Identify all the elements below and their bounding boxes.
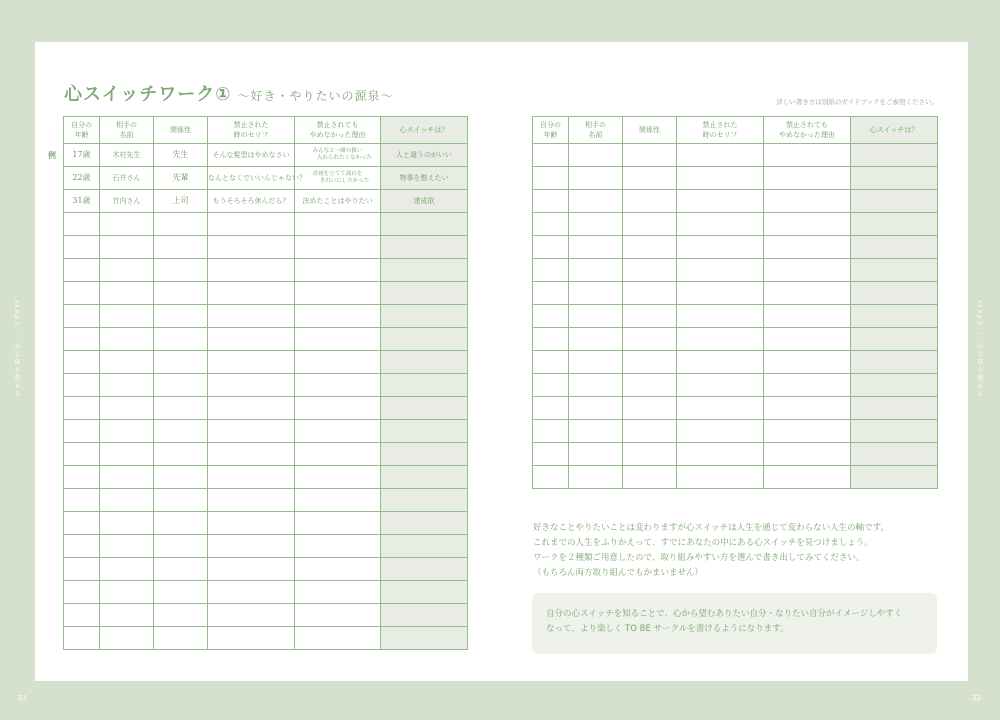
blank-cell[interactable]	[569, 374, 623, 397]
blank-row	[533, 443, 938, 466]
blank-cell[interactable]	[569, 351, 623, 374]
blank-cell[interactable]	[569, 420, 623, 443]
blank-cell[interactable]	[208, 535, 295, 558]
blank-cell[interactable]	[295, 535, 381, 558]
blank-cell[interactable]	[851, 397, 938, 420]
blank-cell[interactable]	[569, 190, 623, 213]
blank-row	[64, 443, 468, 466]
blank-cell[interactable]	[533, 282, 569, 305]
example-reason: 計画を立てて流れを きれいにしたかった	[295, 167, 381, 190]
blank-cell[interactable]	[569, 167, 623, 190]
explanation-text	[533, 521, 943, 581]
blank-cell[interactable]	[533, 213, 569, 236]
blank-cell[interactable]	[154, 604, 208, 627]
blank-cell[interactable]	[623, 282, 677, 305]
blank-row	[64, 282, 468, 305]
blank-cell[interactable]	[623, 351, 677, 374]
blank-row	[64, 466, 468, 489]
blank-row	[533, 420, 938, 443]
explanation-line: （もちろん両方取り組んでもかまいません）	[533, 568, 704, 578]
col-reason-header: 禁止されても やめなかった理由	[764, 117, 851, 144]
blank-cell[interactable]	[381, 305, 468, 328]
blank-row	[533, 144, 938, 167]
blank-cell[interactable]	[851, 167, 938, 190]
blank-cell[interactable]	[208, 489, 295, 512]
blank-cell[interactable]	[208, 558, 295, 581]
blank-cell[interactable]	[381, 328, 468, 351]
blank-row	[64, 374, 468, 397]
blank-cell[interactable]	[208, 627, 295, 650]
blank-cell[interactable]	[100, 627, 154, 650]
blank-cell[interactable]	[533, 144, 569, 167]
blank-cell[interactable]	[295, 627, 381, 650]
blank-cell[interactable]	[851, 328, 938, 351]
blank-cell[interactable]	[100, 535, 154, 558]
blank-cell[interactable]	[623, 443, 677, 466]
blank-cell[interactable]	[100, 259, 154, 282]
blank-cell[interactable]	[677, 167, 764, 190]
blank-cell[interactable]	[100, 420, 154, 443]
blank-cell[interactable]	[100, 466, 154, 489]
blank-rows	[533, 144, 938, 489]
blank-cell[interactable]	[677, 144, 764, 167]
blank-cell[interactable]	[677, 282, 764, 305]
blank-cell[interactable]	[64, 374, 100, 397]
title-main: 心スイッチワーク①	[64, 84, 232, 105]
blank-cell[interactable]	[295, 328, 381, 351]
blank-cell[interactable]	[154, 259, 208, 282]
explanation-line: 好きなことやりたいことは変わりますが心スイッチは人生を通じて変わらない人生の軸です。	[533, 523, 889, 533]
blank-cell[interactable]	[851, 351, 938, 374]
blank-cell[interactable]	[677, 236, 764, 259]
blank-cell[interactable]	[381, 282, 468, 305]
blank-cell[interactable]	[208, 328, 295, 351]
blank-cell[interactable]	[764, 144, 851, 167]
blank-cell[interactable]	[851, 374, 938, 397]
blank-cell[interactable]	[208, 351, 295, 374]
blank-cell[interactable]	[623, 466, 677, 489]
blank-cell[interactable]	[764, 190, 851, 213]
blank-row	[64, 489, 468, 512]
blank-cell[interactable]	[295, 512, 381, 535]
blank-cell[interactable]	[623, 397, 677, 420]
blank-cell[interactable]	[533, 190, 569, 213]
blank-cell[interactable]	[533, 466, 569, 489]
blank-row	[64, 213, 468, 236]
table-header-row	[64, 117, 468, 144]
blank-cell[interactable]	[764, 236, 851, 259]
blank-cell[interactable]	[533, 167, 569, 190]
blank-cell[interactable]	[381, 443, 468, 466]
blank-cell[interactable]	[64, 259, 100, 282]
blank-cell[interactable]	[64, 351, 100, 374]
blank-cell[interactable]	[64, 213, 100, 236]
blank-cell[interactable]	[64, 489, 100, 512]
blank-cell[interactable]	[677, 466, 764, 489]
blank-cell[interactable]	[208, 397, 295, 420]
example-age: 22歳	[64, 167, 100, 190]
blank-cell[interactable]	[100, 604, 154, 627]
blank-cell[interactable]	[381, 627, 468, 650]
blank-cell[interactable]	[208, 581, 295, 604]
blank-cell[interactable]	[154, 328, 208, 351]
blank-cell[interactable]	[100, 374, 154, 397]
blank-cell[interactable]	[569, 236, 623, 259]
example-name: 竹内さん	[100, 190, 154, 213]
blank-cell[interactable]	[851, 190, 938, 213]
blank-cell[interactable]	[154, 374, 208, 397]
blank-cell[interactable]	[154, 351, 208, 374]
blank-cell[interactable]	[851, 259, 938, 282]
blank-cell[interactable]	[381, 558, 468, 581]
blank-row	[64, 581, 468, 604]
side-label-right: step2 ｜ 心と体を整える	[976, 300, 983, 399]
blank-cell[interactable]	[154, 305, 208, 328]
col-relation-header: 関係性	[154, 117, 208, 144]
blank-cell[interactable]	[569, 259, 623, 282]
blank-cell[interactable]	[64, 282, 100, 305]
example-phrase: そんな髪型はやめなさい	[208, 144, 295, 167]
example-row	[64, 190, 468, 213]
blank-cell[interactable]	[100, 397, 154, 420]
example-row	[64, 167, 468, 190]
blank-cell[interactable]	[764, 328, 851, 351]
example-reason: みんなと一緒の扱い 入れられたくなかった	[295, 144, 381, 167]
blank-cell[interactable]	[295, 236, 381, 259]
blank-cell[interactable]	[569, 397, 623, 420]
blank-cell[interactable]	[295, 558, 381, 581]
blank-cell[interactable]	[154, 558, 208, 581]
col-age-header: 自分の 年齢	[533, 117, 569, 144]
blank-cell[interactable]	[208, 443, 295, 466]
blank-cell[interactable]	[623, 420, 677, 443]
blank-row	[533, 466, 938, 489]
note-line: 自分の心スイッチを知ることで、心から望むありたい自分・なりたい自分がイメージしやすく	[546, 609, 903, 619]
blank-cell[interactable]	[677, 351, 764, 374]
blank-cell[interactable]	[64, 420, 100, 443]
blank-cell[interactable]	[533, 397, 569, 420]
blank-row	[533, 259, 938, 282]
blank-cell[interactable]	[533, 305, 569, 328]
blank-cell[interactable]	[295, 351, 381, 374]
blank-cell[interactable]	[533, 420, 569, 443]
blank-cell[interactable]	[64, 466, 100, 489]
blank-cell[interactable]	[381, 259, 468, 282]
blank-cell[interactable]	[533, 328, 569, 351]
blank-cell[interactable]	[569, 466, 623, 489]
blank-cell[interactable]	[100, 512, 154, 535]
work-table-left	[63, 116, 468, 650]
blank-cell[interactable]	[295, 420, 381, 443]
blank-cell[interactable]	[677, 328, 764, 351]
blank-cell[interactable]	[154, 535, 208, 558]
blank-cell[interactable]	[851, 236, 938, 259]
blank-cell[interactable]	[208, 259, 295, 282]
blank-cell[interactable]	[764, 443, 851, 466]
blank-cell[interactable]	[295, 397, 381, 420]
blank-cell[interactable]	[569, 328, 623, 351]
blank-cell[interactable]	[208, 282, 295, 305]
blank-cell[interactable]	[677, 374, 764, 397]
blank-cell[interactable]	[100, 443, 154, 466]
table-header-row	[533, 117, 938, 144]
blank-row	[64, 397, 468, 420]
blank-cell[interactable]	[764, 351, 851, 374]
blank-cell[interactable]	[381, 581, 468, 604]
blank-cell[interactable]	[100, 305, 154, 328]
blank-cell[interactable]	[764, 282, 851, 305]
blank-cell[interactable]	[64, 558, 100, 581]
blank-cell[interactable]	[381, 512, 468, 535]
blank-cell[interactable]	[64, 535, 100, 558]
blank-cell[interactable]	[208, 466, 295, 489]
blank-row	[64, 512, 468, 535]
blank-cell[interactable]	[623, 144, 677, 167]
blank-row	[533, 351, 938, 374]
blank-cell[interactable]	[208, 236, 295, 259]
blank-cell[interactable]	[64, 305, 100, 328]
blank-cell[interactable]	[64, 397, 100, 420]
blank-row	[64, 627, 468, 650]
blank-cell[interactable]	[295, 604, 381, 627]
blank-cell[interactable]	[623, 305, 677, 328]
note-line: なって、より楽しく TO BE サークルを書けるようになります。	[546, 624, 789, 634]
blank-cell[interactable]	[64, 627, 100, 650]
explanation-line: これまでの人生をふりかえって、すでにあなたの中にある心スイッチを見つけましょう。	[533, 538, 873, 548]
blank-cell[interactable]	[623, 167, 677, 190]
blank-cell[interactable]	[154, 489, 208, 512]
explanation-line: ワークを２種類ご用意したので、取り組みやすい方を選んで書き出してみてください。	[533, 553, 865, 563]
blank-row	[64, 535, 468, 558]
blank-row	[64, 259, 468, 282]
blank-cell[interactable]	[533, 236, 569, 259]
blank-cell[interactable]	[208, 305, 295, 328]
blank-cell[interactable]	[623, 236, 677, 259]
blank-cell[interactable]	[295, 581, 381, 604]
example-reason: 決めたことはやりたい	[295, 190, 381, 213]
blank-cell[interactable]	[533, 374, 569, 397]
blank-cell[interactable]	[533, 443, 569, 466]
blank-cell[interactable]	[381, 374, 468, 397]
blank-cell[interactable]	[851, 282, 938, 305]
blank-cell[interactable]	[295, 259, 381, 282]
blank-cell[interactable]	[764, 305, 851, 328]
blank-cell[interactable]	[381, 420, 468, 443]
blank-cell[interactable]	[533, 259, 569, 282]
blank-cell[interactable]	[154, 466, 208, 489]
blank-cell[interactable]	[764, 167, 851, 190]
col-age-header: 自分の 年齢	[64, 117, 100, 144]
blank-cell[interactable]	[764, 397, 851, 420]
col-relation-header: 関係性	[623, 117, 677, 144]
blank-cell[interactable]	[764, 420, 851, 443]
blank-row	[533, 374, 938, 397]
blank-cell[interactable]	[569, 282, 623, 305]
blank-row	[64, 420, 468, 443]
blank-row	[64, 305, 468, 328]
blank-row	[533, 305, 938, 328]
blank-row	[64, 328, 468, 351]
blank-cell[interactable]	[569, 144, 623, 167]
blank-cell[interactable]	[677, 213, 764, 236]
blank-row	[533, 328, 938, 351]
blank-cell[interactable]	[154, 282, 208, 305]
blank-cell[interactable]	[100, 236, 154, 259]
blank-row	[533, 167, 938, 190]
blank-cell[interactable]	[295, 374, 381, 397]
example-switch: 物事を整えたい	[381, 167, 468, 190]
blank-cell[interactable]	[64, 443, 100, 466]
example-name: 石井さん	[100, 167, 154, 190]
blank-cell[interactable]	[295, 466, 381, 489]
blank-cell[interactable]	[381, 466, 468, 489]
blank-cell[interactable]	[154, 627, 208, 650]
blank-cell[interactable]	[764, 213, 851, 236]
example-marker: 例	[48, 151, 56, 160]
blank-row	[533, 190, 938, 213]
blank-cell[interactable]	[623, 213, 677, 236]
col-name-header: 相手の 名前	[569, 117, 623, 144]
blank-cell[interactable]	[154, 443, 208, 466]
blank-cell[interactable]	[623, 190, 677, 213]
blank-cell[interactable]	[154, 581, 208, 604]
example-switch: 人と違うのがいい	[381, 144, 468, 167]
blank-cell[interactable]	[154, 420, 208, 443]
blank-cell[interactable]	[381, 535, 468, 558]
example-switch: 達成欲	[381, 190, 468, 213]
blank-cell[interactable]	[381, 213, 468, 236]
page-title	[64, 80, 394, 106]
blank-cell[interactable]	[533, 351, 569, 374]
example-name: 木村先生	[100, 144, 154, 167]
blank-cell[interactable]	[677, 443, 764, 466]
blank-cell[interactable]	[100, 558, 154, 581]
blank-cell[interactable]	[100, 581, 154, 604]
example-age: 17歳	[64, 144, 100, 167]
blank-cell[interactable]	[295, 489, 381, 512]
col-switch-header: 心スイッチは？	[851, 117, 938, 144]
blank-cell[interactable]	[100, 328, 154, 351]
blank-cell[interactable]	[851, 213, 938, 236]
blank-cell[interactable]	[295, 443, 381, 466]
blank-cell[interactable]	[851, 420, 938, 443]
blank-cell[interactable]	[764, 259, 851, 282]
blank-row	[533, 282, 938, 305]
example-phrase: もうそろそろ休んだら？	[208, 190, 295, 213]
blank-row	[64, 236, 468, 259]
blank-cell[interactable]	[64, 512, 100, 535]
blank-cell[interactable]	[64, 236, 100, 259]
blank-cell[interactable]	[64, 604, 100, 627]
blank-row	[64, 558, 468, 581]
blank-cell[interactable]	[295, 282, 381, 305]
col-phrase-header: 禁止された 時のセリフ	[208, 117, 295, 144]
blank-row	[533, 213, 938, 236]
col-switch-header: 心スイッチは？	[381, 117, 468, 144]
blank-cell[interactable]	[569, 213, 623, 236]
side-label-left: step2 ｜ 心と体を整える	[13, 300, 20, 399]
example-relation: 先輩	[154, 167, 208, 190]
blank-cell[interactable]	[851, 305, 938, 328]
example-row	[64, 144, 468, 167]
blank-cell[interactable]	[381, 351, 468, 374]
blank-row	[64, 604, 468, 627]
blank-cell[interactable]	[208, 213, 295, 236]
blank-cell[interactable]	[154, 397, 208, 420]
blank-cell[interactable]	[851, 466, 938, 489]
blank-cell[interactable]	[851, 144, 938, 167]
example-relation: 上司	[154, 190, 208, 213]
blank-cell[interactable]	[208, 604, 295, 627]
page-number-left: 21	[18, 694, 27, 702]
blank-rows	[64, 213, 468, 650]
blank-cell[interactable]	[100, 213, 154, 236]
blank-cell[interactable]	[295, 305, 381, 328]
blank-cell[interactable]	[677, 397, 764, 420]
blank-cell[interactable]	[677, 420, 764, 443]
col-name-header: 相手の 名前	[100, 117, 154, 144]
example-relation: 先生	[154, 144, 208, 167]
blank-row	[533, 236, 938, 259]
example-age: 31歳	[64, 190, 100, 213]
blank-cell[interactable]	[208, 420, 295, 443]
blank-cell[interactable]	[623, 259, 677, 282]
blank-cell[interactable]	[764, 466, 851, 489]
blank-cell[interactable]	[64, 581, 100, 604]
blank-row	[533, 397, 938, 420]
blank-cell[interactable]	[677, 259, 764, 282]
col-reason-header: 禁止されても やめなかった理由	[295, 117, 381, 144]
blank-cell[interactable]	[295, 213, 381, 236]
blank-cell[interactable]	[100, 489, 154, 512]
blank-cell[interactable]	[569, 305, 623, 328]
blank-cell[interactable]	[381, 236, 468, 259]
blank-cell[interactable]	[569, 443, 623, 466]
blank-cell[interactable]	[381, 604, 468, 627]
blank-cell[interactable]	[208, 512, 295, 535]
blank-cell[interactable]	[381, 489, 468, 512]
blank-cell[interactable]	[677, 190, 764, 213]
blank-cell[interactable]	[64, 328, 100, 351]
col-phrase-header: 禁止された 時のセリフ	[677, 117, 764, 144]
blank-cell[interactable]	[154, 512, 208, 535]
blank-cell[interactable]	[851, 443, 938, 466]
blank-cell[interactable]	[208, 374, 295, 397]
blank-cell[interactable]	[100, 351, 154, 374]
page-number-right: 22	[972, 694, 981, 702]
guide-note: 詳しい書き方は別紙のガイドブックをご参照ください。	[776, 98, 938, 106]
example-phrase: なんとなくでいいんじゃない？	[208, 167, 295, 190]
work-table-right	[532, 116, 938, 489]
blank-cell[interactable]	[154, 213, 208, 236]
blank-cell[interactable]	[623, 328, 677, 351]
title-sub: ～好き・やりたいの源泉～	[237, 89, 394, 103]
note-box	[532, 593, 937, 654]
blank-cell[interactable]	[381, 397, 468, 420]
blank-cell[interactable]	[764, 374, 851, 397]
blank-row	[64, 351, 468, 374]
blank-cell[interactable]	[623, 374, 677, 397]
blank-cell[interactable]	[154, 236, 208, 259]
blank-cell[interactable]	[677, 305, 764, 328]
blank-cell[interactable]	[100, 282, 154, 305]
